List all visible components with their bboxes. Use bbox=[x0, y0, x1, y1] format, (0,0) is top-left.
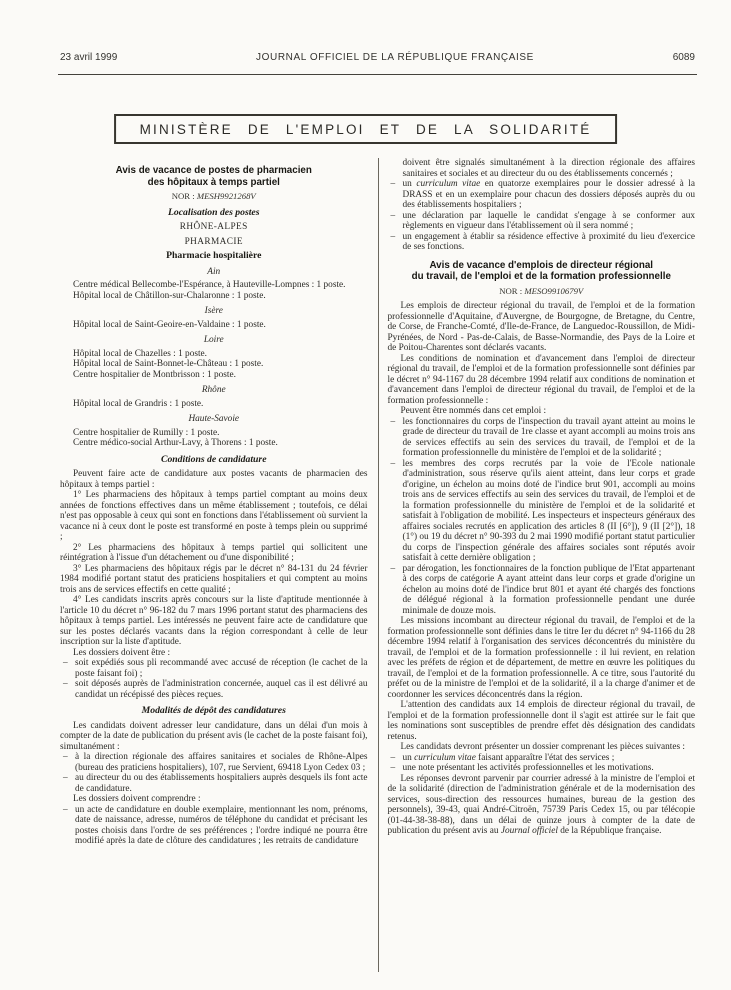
paragraph: Centre hospitalier de Montbrisson : 1 poste. bbox=[73, 369, 236, 380]
paragraph: Les conditions de nomination et d'avancement dans l'emploi de directeur régional du travail, de l'emploi et de la formation professionnelle sont définies par le décret n° 94-1167 du 28 décembre 1994 relatif aux conditions de nomination et d'avancement dans l'emploi de directeur régional du travail, de l'emploi et de la formation professionnelle : bbox=[387, 353, 695, 406]
list-item: – un acte de candidature en double exemplaire, mentionnant les nom, prénoms, date de naissance, adresse, numéros de téléphone du candidat et précisant les postes choisis dans l'ordre de ses préférences ; l'ordre indiqué ne pourra être modifié après la date de clôture des candidatures ; les retraits de candidature bbox=[60, 805, 368, 847]
ministry-title-box bbox=[114, 114, 618, 144]
list-item: – les fonctionnaires du corps de l'inspection du travail ayant atteint au moins le grade de directeur du travail de 1re classe et ayant accompli au moins trois ans de services effectifs au sein des services du travail, de l'emploi et de la formation professionnelle du ministère de l'emploi et de la solidarité ; bbox=[388, 417, 696, 459]
section-heading: Conditions de candidature bbox=[160, 453, 267, 465]
dash-list bbox=[60, 805, 368, 847]
dash-list bbox=[388, 417, 696, 617]
section-heading: Modalités de dépôt des candidatures bbox=[141, 705, 286, 717]
list-item: – soit déposés auprès de l'administration concernée, auquel cas il est délivré au candidat un récépissé des pièces reçues. bbox=[60, 679, 368, 700]
section-heading: Localisation des postes bbox=[168, 206, 260, 218]
two-column-body bbox=[60, 158, 695, 972]
article-heading: Avis de vacance d'emplois de directeur régional du travail, de l'emploi et de la formation professionnelle bbox=[411, 259, 671, 283]
department-heading: Rhône bbox=[201, 385, 226, 396]
running-head bbox=[60, 52, 695, 63]
centered-line: PHARMACIE bbox=[184, 236, 243, 247]
paragraph: Centre hospitalier de Rumilly : 1 poste. bbox=[73, 427, 220, 438]
paragraph: Les dossiers doivent être : bbox=[73, 647, 171, 658]
dash-list bbox=[388, 753, 696, 774]
list-item: – au directeur du ou des établissements hospitaliers auprès desquels ils font acte de candidature. bbox=[60, 773, 368, 794]
paragraph: 4° Les candidats inscrits après concours sur la liste d'aptitude mentionnée à l'article 10 du décret n° 96-182 du 7 mars 1996 portant statut des pharmaciens des hôpitaux à temps partiel. Les intéressés ne peuvent faire acte de candidature que sur les postes déclarés vacants dans la région correspondant à celle de leur inscription sur la liste d'aptitude. bbox=[60, 595, 368, 648]
paragraph: Centre médico-social Arthur-Lavy, à Thorens : 1 poste. bbox=[73, 438, 278, 449]
paragraph: Les emplois de directeur régional du travail, de l'emploi et de la formation professionnelle d'Aquitaine, d'Auvergne, de Bourgogne, de Bretagne, du Centre, de Corse, de Franche-Comté, d'Ile-de-France, de Languedoc-Roussillon, de Midi-Pyrénées, de Nord - Pas-de-Calais, de Basse-Normandie, des Pays de la Loire et de Poitou-Charentes sont déclarés vacants. bbox=[387, 301, 695, 354]
list-item: – un curriculum vitae faisant apparaître l'état des services ; bbox=[388, 753, 696, 764]
paragraph: Les dossiers doivent comprendre : bbox=[73, 794, 201, 805]
list-item: – un curriculum vitae en quatorze exemplaires pour le dossier adressé à la DRASS et en un exemplaire pour chacun des dossiers déposés auprès du ou des établissements hospitaliers ; bbox=[388, 179, 696, 211]
issue-date: 23 avril 1999 bbox=[60, 52, 118, 63]
page-number: 6089 bbox=[672, 52, 695, 63]
paragraph: Hôpital local de Grandris : 1 poste. bbox=[73, 398, 204, 409]
paragraph: Les réponses devront parvenir par courrier adressé à la ministre de l'emploi et de la solidarité (direction de l'administration générale et de la modernisation des services, sous-direction des ressources humaines, bureau de la gestion des personnels), 39-43, quai André-Citroën, 75739 Paris Cedex 15, ou par télécopie (01-44-38-38-88), dans un délai de quinze jours à compter de la date de publication du présent avis au Journal officiel de la République française. bbox=[387, 773, 695, 837]
list-item: – une déclaration par laquelle le candidat s'engage à se conformer aux règlements en vigueur dans l'établissement où il sera nommé ; bbox=[388, 211, 696, 232]
header-rule bbox=[58, 74, 697, 75]
article-heading: Avis de vacance de postes de pharmacien des hôpitaux à temps partiel bbox=[115, 165, 312, 188]
centered-line: Pharmacie hospitalière bbox=[166, 250, 262, 262]
nor-line: NOR : MESO9910679V bbox=[499, 285, 584, 296]
nor-line: NOR : MESH9921268V bbox=[171, 191, 256, 202]
paragraph: Les missions incombant au directeur régional du travail, de l'emploi et de la formation professionnelle sont définies dans le titre Ier du décret n° 94-1166 du 28 décembre 1994 relatif à l'organisation des services déconcentrés du ministère du travail, de l'emploi et de la formation professionnelle : il lui revient, en relation avec les préfets de région et de département, de mettre en œuvre les politiques du travail, de l'emploi et de la formation professionnelle. A ce titre, sous l'autorité du préfet ou de la ministre de l'emploi et de la solidarité, il a la charge d'animer et de coordonner les services déconcentrés dans la région. bbox=[387, 616, 695, 700]
paragraph: Hôpital local de Saint-Bonnet-le-Château : 1 poste. bbox=[73, 359, 264, 370]
list-item: – par dérogation, les fonctionnaires de la fonction publique de l'Etat appartenant à des corps de catégorie A ayant atteint dans leur corps et grade d'origine un échelon au moins doté de l'indice brut 801 et ayant été chargés des fonctions de délégué régional à la formation professionnelle pendant une durée minimale de douze mois. bbox=[388, 564, 696, 617]
dash-list bbox=[60, 658, 368, 700]
department-heading: Isère bbox=[204, 306, 223, 317]
dash-list bbox=[388, 179, 696, 253]
paragraph: Hôpital local de Saint-Geoire-en-Valdaine : 1 poste. bbox=[73, 319, 266, 330]
column-divider bbox=[378, 158, 379, 972]
department-heading: Haute-Savoie bbox=[188, 414, 240, 425]
left-column bbox=[60, 158, 368, 972]
list-item: – un engagement à établir sa résidence effective à proximité du lieu d'exercice de ses fonctions. bbox=[388, 232, 696, 253]
department-heading: Loire bbox=[203, 335, 224, 346]
paragraph: Peuvent faire acte de candidature aux postes vacants de pharmacien des hôpitaux à temps partiel : bbox=[60, 469, 368, 490]
paragraph: Hôpital local de Chazelles : 1 poste. bbox=[73, 348, 207, 359]
list-item: – soit expédiés sous pli recommandé avec accusé de réception (le cachet de la poste faisant foi) ; bbox=[60, 658, 368, 679]
paragraph: Hôpital local de Châtillon-sur-Chalaronne : 1 poste. bbox=[73, 290, 266, 301]
dash-list bbox=[60, 752, 368, 794]
right-column bbox=[388, 158, 696, 972]
paragraph: 1° Les pharmaciens des hôpitaux à temps partiel comptant au moins deux années de fonctions effectives dans un même établissement ; toutefois, ce délai n'est pas opposable à ceux qui sont en fonctions dans l'établissement où survient la vacance ni à ceux dont le poste est transformé en poste à temps plein ou supprimé ; bbox=[60, 490, 368, 543]
list-item: – les membres des corps recrutés par la voie de l'Ecole nationale d'administration, sous réserve qu'ils aient atteint, dans leur corps et grade d'origine, un échelon au moins doté de l'indice brut 901, accompli au moins trois ans de services effectifs au sein des services du travail, de l'emploi et de la formation professionnelle du ministère de l'emploi et de la solidarité et satisfait à l'obligation de mobilité. Les inspecteurs et inspecteurs généraux des affaires sociales recrutés en application des articles 8 (II [6°]), 9 (II [2°]), 18 (1°) ou 19 du décret n° 90-393 du 2 mai 1990 modifié portant statut particulier du corps de l'inspection générale des affaires sociales sont réputés avoir satisfait à cette dernière obligation ; bbox=[388, 459, 696, 564]
paragraph: Les candidats devront présenter un dossier comprenant les pièces suivantes : bbox=[400, 742, 685, 753]
department-heading: Ain bbox=[207, 266, 221, 277]
list-item: – à la direction régionale des affaires sanitaires et sociales de Rhône-Alpes (bureau des praticiens hospitaliers), 107, rue Servient, 69418 Lyon Cedex 03 ; bbox=[60, 752, 368, 773]
paragraph: L'attention des candidats aux 14 emplois de directeur régional du travail, de l'emploi et de la formation professionnelle dont il s'agit est attirée sur le fait que les nominations sont susceptibles de prendre effet dès désignation des candidats retenus. bbox=[387, 700, 695, 742]
paragraph: Les candidats doivent adresser leur candidature, dans un délai d'un mois à compter de la date de publication du présent avis (le cachet de la poste faisant foi), simultanément : bbox=[60, 720, 368, 752]
paragraph: 2° Les pharmaciens des hôpitaux à temps partiel qui sollicitent une réintégration à l'issue d'un détachement ou d'une disponibilité ; bbox=[60, 542, 368, 564]
list-continuation: doivent être signalés simultanément à la direction régionale des affaires sanitaires et sociales et au directeur du ou des établissements concernés ; bbox=[402, 158, 695, 179]
journal-title: JOURNAL OFFICIEL DE LA RÉPUBLIQUE FRANÇAISE bbox=[256, 52, 534, 63]
ministry-title: MINISTÈRE DE L'EMPLOI ET DE LA SOLIDARITÉ bbox=[139, 122, 592, 137]
paragraph: Peuvent être nommés dans cet emploi : bbox=[400, 406, 547, 417]
paragraph: 3° Les pharmaciens des hôpitaux régis par le décret n° 84-131 du 24 février 1984 modifié portant statut des praticiens hospitaliers et qui comptent au moins trois ans de services effectifs en cette qualité ; bbox=[60, 563, 368, 595]
list-item: – une note présentant les activités professionnelles et les motivations. bbox=[388, 763, 696, 774]
centered-line: RHÔNE-ALPES bbox=[179, 222, 248, 233]
paragraph: Centre médical Bellecombe-l'Espérance, à Hauteville-Lompnes : 1 poste. bbox=[73, 280, 346, 291]
